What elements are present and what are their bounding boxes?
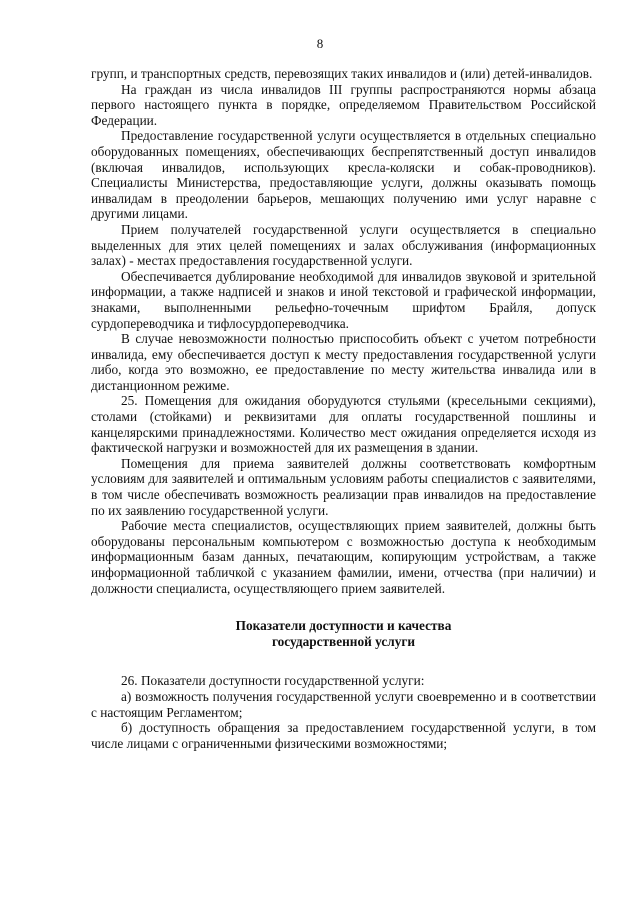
section-heading: [91, 618, 596, 649]
list-item: а) возможность получения государственной услуги своевременно и в соответствии с настоящим Регламентом;: [91, 688, 596, 720]
page-number: 8: [316, 36, 324, 51]
document-body: [91, 66, 596, 751]
paragraph: Помещения для приема заявителей должны соответствовать комфортным условиям для заявителей и оптимальным условиям работы специалистов с заявителями, в том числе обеспечивать возможность реализации прав инвалидов на предоставление по их заявлению государственной услуги.: [91, 455, 596, 518]
paragraph: В случае невозможности полностью приспособить объект с учетом потребности инвалида, ему обеспечивается доступ к месту предоставления государственной услуги либо, когда это возможно, ее предоставление по месту жительства инвалида или в дистанционном режиме.: [91, 331, 596, 393]
paragraph: групп, и транспортных средств, перевозящих таких инвалидов и (или) детей-инвалидов.: [91, 66, 593, 81]
section-heading-line: государственной услуги: [271, 633, 416, 649]
paragraph-item-25: 25. Помещения для ожидания оборудуются стульями (кресельными секциями), столами (стойками) и реквизитами для оплаты государственной пошлины и канцелярскими принадлежностями. Количество мест ожидания определяется исходя из фактической нагрузки и возможностей для их размещения в здании.: [91, 393, 596, 456]
list-item: б) доступность обращения за предоставлением государственной услуги, в том числе лицами с ограниченными физическими возможностями;: [91, 720, 596, 751]
paragraph: Обеспечивается дублирование необходимой для инвалидов звуковой и зрительной информации, а также надписей и знаков и иной текстовой и графической информации, знаками, выполненными рельефно-точечным шрифтом Брайля, допуск сурдопереводчика и тифлосурдопереводчика.: [91, 268, 596, 331]
section-heading-line: Показатели доступности и качества: [235, 618, 452, 634]
paragraph: Прием получателей государственной услуги осуществляется в специально выделенных для этих целей помещениях и залах обслуживания (информационных залах) - местах предоставления государственной услуги.: [91, 221, 596, 269]
paragraph: Предоставление государственной услуги осуществляется в отдельных специально оборудованных помещениях, обеспечивающих беспрепятственный доступ инвалидов (включая инвалидов, использующих кресла-коляски и собак-проводников). Специалисты Министерства, предоставляющие услуги, должны оказывать помощь инвалидам в преодолении барьеров, мешающих получению ими услуг наравне с другими лицами.: [91, 128, 596, 222]
paragraph-item-26: 26. Показатели доступности государственной услуги:: [121, 673, 425, 689]
paragraph: На граждан из числа инвалидов III группы распространяются нормы абзаца первого настоящего пункта в порядке, определяемом Правительством Российской Федерации.: [91, 81, 596, 128]
paragraph: Рабочие места специалистов, осуществляющих прием заявителей, должны быть оборудованы персональным компьютером с возможностью доступа к необходимым информационным базам данных, печатающим, копирующим устройствам, а также информационной табличкой с указанием фамилии, имени, отчества (при наличии) и должности специалиста, осуществляющего прием заявителей.: [91, 518, 596, 596]
